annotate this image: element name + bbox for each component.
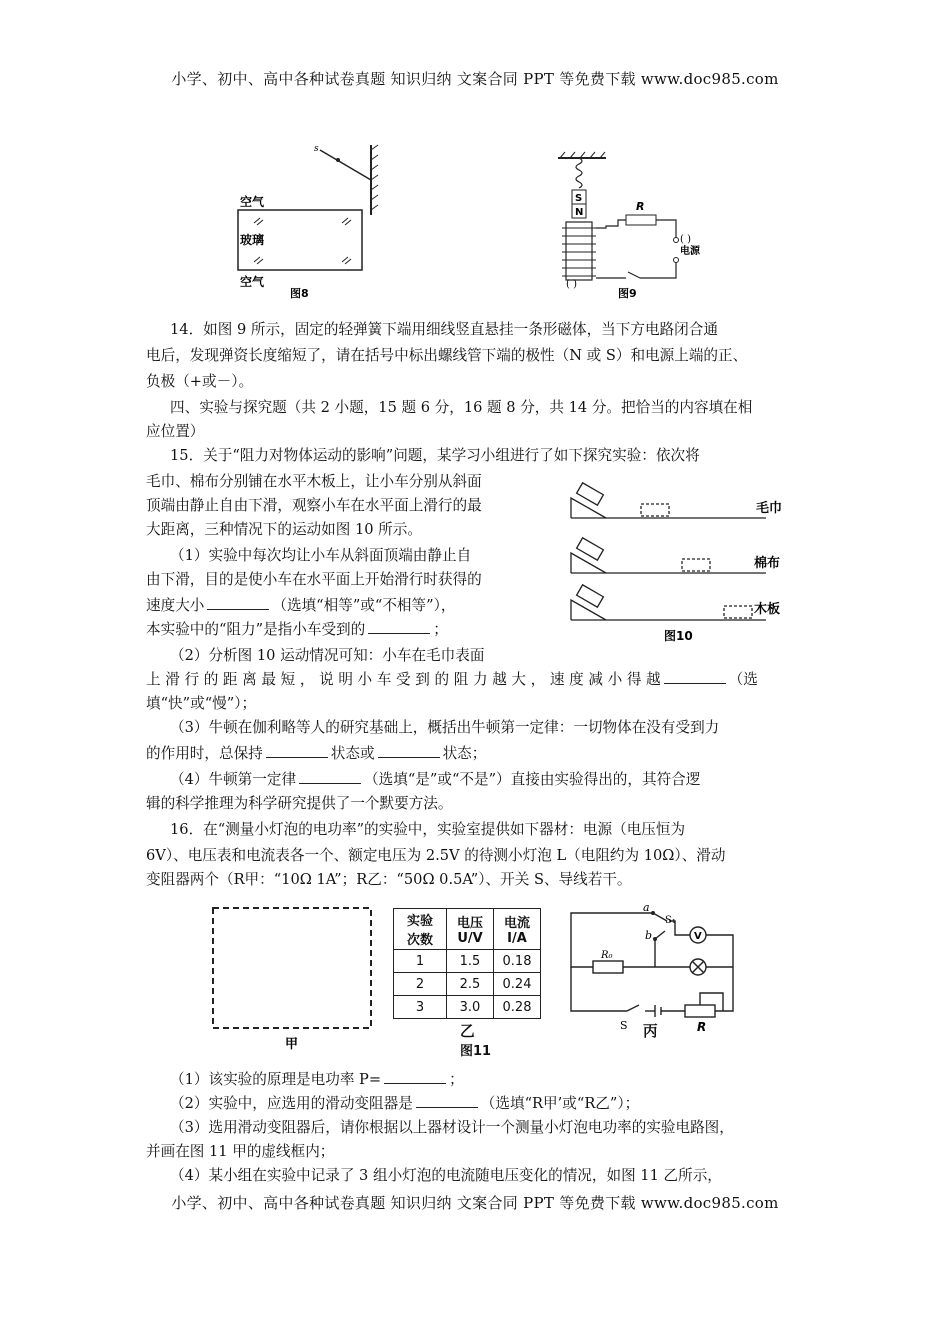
figure-10 [566,470,796,646]
fig8-glass: 玻璃 [240,233,265,247]
table-row: 2 2.5 0.24 [394,973,541,996]
fig10-cotton: 棉布 [754,556,781,571]
table-header: 电压 U/V [447,909,494,950]
q15-p1-c: 速度大小 （选填“相等”或“不相等”）， [146,597,456,614]
page-footer: 小学、初中、高中各种试卷真题 知识归纳 文案合同 PPT 等免费下载 www.doc985.com [171,1194,779,1212]
figure-8 [228,140,388,305]
q15-p4-a: （4）牛顿第一定律 （选填“是”或“不是”）直接由实验得出的，其符合逻 [170,771,701,788]
fig10-caption: 图10 [664,629,693,643]
answer-blank[interactable] [207,595,269,610]
circuit-a: a [643,905,650,914]
circuit-v: V [694,931,702,942]
q15-line2: 毛巾、棉布分别铺在水平木板上，让小车分别从斜面 [146,473,482,490]
q16-p2: （2）实验中，应选用的滑动变阻器是 （选填“R甲’或“R乙”）； [170,1095,640,1112]
q15-p3-a: （3）牛顿在伽利略等人的研究基础上，概括出牛顿第一定律：一切物体在没有受到力 [170,719,720,736]
answer-blank[interactable] [368,619,430,634]
q15-p3-b: 的作用时，总保持 状态或 状态； [146,745,487,762]
q16-p4-a: （4）某小组在实验中记录了 3 组小灯泡的电流随电压变化的情况，如图 11 乙所示， [170,1167,722,1184]
answer-blank[interactable] [378,743,440,758]
circuit-b: b [645,929,653,942]
fig8-air-bottom: 空气 [240,275,265,289]
q16-p1: （1）该实验的原理是电功率 P= ； [170,1071,464,1088]
q16-p3-b: 并画在图 11 甲的虚线框内； [146,1143,335,1160]
fig9-power: 电源 [680,246,700,257]
q15-line4: 大距离，三种情况下的运动如图 10 所示。 [146,521,422,538]
section4-line1: 四、实验与探究题（共 2 小题，15 题 6 分，16 题 8 分，共 14 分。把恰当的内容填在相 [170,399,753,416]
section4-line2: 应位置） [146,423,205,440]
figure-11-jia [205,900,385,1060]
fig11-bing: 丙 [643,1023,658,1040]
answer-blank[interactable] [266,743,328,758]
fig9-bracket-left: ( ) [566,279,577,290]
table-row: 1 1.5 0.18 [394,950,541,973]
fig10-towel: 毛巾 [756,501,783,516]
q15-p1-b: 由下滑，目的是使小车在水平面上开始滑行时获得的 [146,571,482,588]
q15-p1-d: 本实验中的“阻力”是指小车受到的 ； [146,621,448,638]
answer-blank[interactable] [664,669,726,684]
circuit-s: S [620,1019,628,1032]
circuit-s1: S₁ [665,915,676,926]
q15-p2-c: 填“快”或“慢”）； [146,695,257,712]
q16-line3: 变阻器两个（R甲：“10Ω 1A”；R乙：“50Ω 0.5A”）、开关 S、导线若干。 [146,871,632,888]
page-header: 小学、初中、高中各种试卷真题 知识归纳 文案合同 PPT 等免费下载 www.doc985.com [171,70,779,88]
table-header: 实验 次数 [394,909,447,950]
fig9-s-pole: S [575,193,583,204]
figure-9 [548,150,728,305]
q15-line3: 顶端由静止自由下滑，观察小车在水平面上滑行的最 [146,497,482,514]
q14-line2: 电后，发现弹资长度缩短了，请在括号中标出螺线管下端的极性（N 或 S）和电源上端的正、 [146,347,748,364]
fig9-bracket-right: ( ) [680,234,691,245]
q14-line3: 负极（+或－）。 [146,373,254,390]
table-header: 电流 I/A [494,909,541,950]
q15-p1-a: （1）实验中每次均让小车从斜面顶端由静止自 [170,547,472,564]
q16-line1: 16．在“测量小灯泡的电功率”的实验中，实验室提供如下器材：电源（电压恒为 [170,821,686,838]
fig8-air-top: 空气 [240,195,265,209]
data-table [393,908,541,1019]
fig9-r-label: R [636,200,645,213]
figure-11-yi [393,908,541,1019]
fig9-caption: 图9 [618,287,637,300]
answer-blank[interactable] [299,769,361,784]
fig9-n-pole: N [575,207,584,218]
q16-p3-a: （3）选用滑动变阻器后，请你根据以上器材设计一个测量小灯泡电功率的实验电路图， [170,1119,734,1136]
table-row: 3 3.0 0.28 [394,996,541,1019]
fig10-board: 木板 [754,602,781,617]
fig11-jia: 甲 [285,1037,299,1052]
answer-blank[interactable] [384,1069,446,1084]
fig8-caption: 图8 [290,287,309,300]
q15-p2-a: （2）分析图 10 运动情况可知：小车在毛巾表面 [170,647,485,664]
answer-blank[interactable] [416,1093,478,1108]
figure-11-bing [565,905,745,1035]
q14-line1: 14．如图 9 所示，固定的轻弹簧下端用细线竖直悬挂一条形磁体，当下方电路闭合通 [170,321,718,338]
circuit-r0: R₀ [601,950,613,961]
circuit-r: R [697,1020,707,1034]
fig11-caption: 图11 [460,1044,492,1059]
q15-p2-b: 上 滑 行 的 距 离 最 短 ， 说 明 小 车 受 到 的 阻 力 越 大 ， 速 度 减 小 得 越 （选 [146,671,758,688]
fig11-yi: 乙 [460,1023,475,1040]
q15-line1: 15．关于“阻力对物体运动的影响”问题，某学习小组进行了如下探究实验：依次将 [170,447,700,464]
q16-line2: 6V）、电压表和电流表各一个、额定电压为 2.5V 的待测小灯泡 L（电阻约为 10Ω）、滑动 [146,847,726,864]
fig8-s-label: s [314,144,319,154]
q15-p4-b: 辑的科学推理为科学研究提供了一个默要方法。 [146,795,453,812]
